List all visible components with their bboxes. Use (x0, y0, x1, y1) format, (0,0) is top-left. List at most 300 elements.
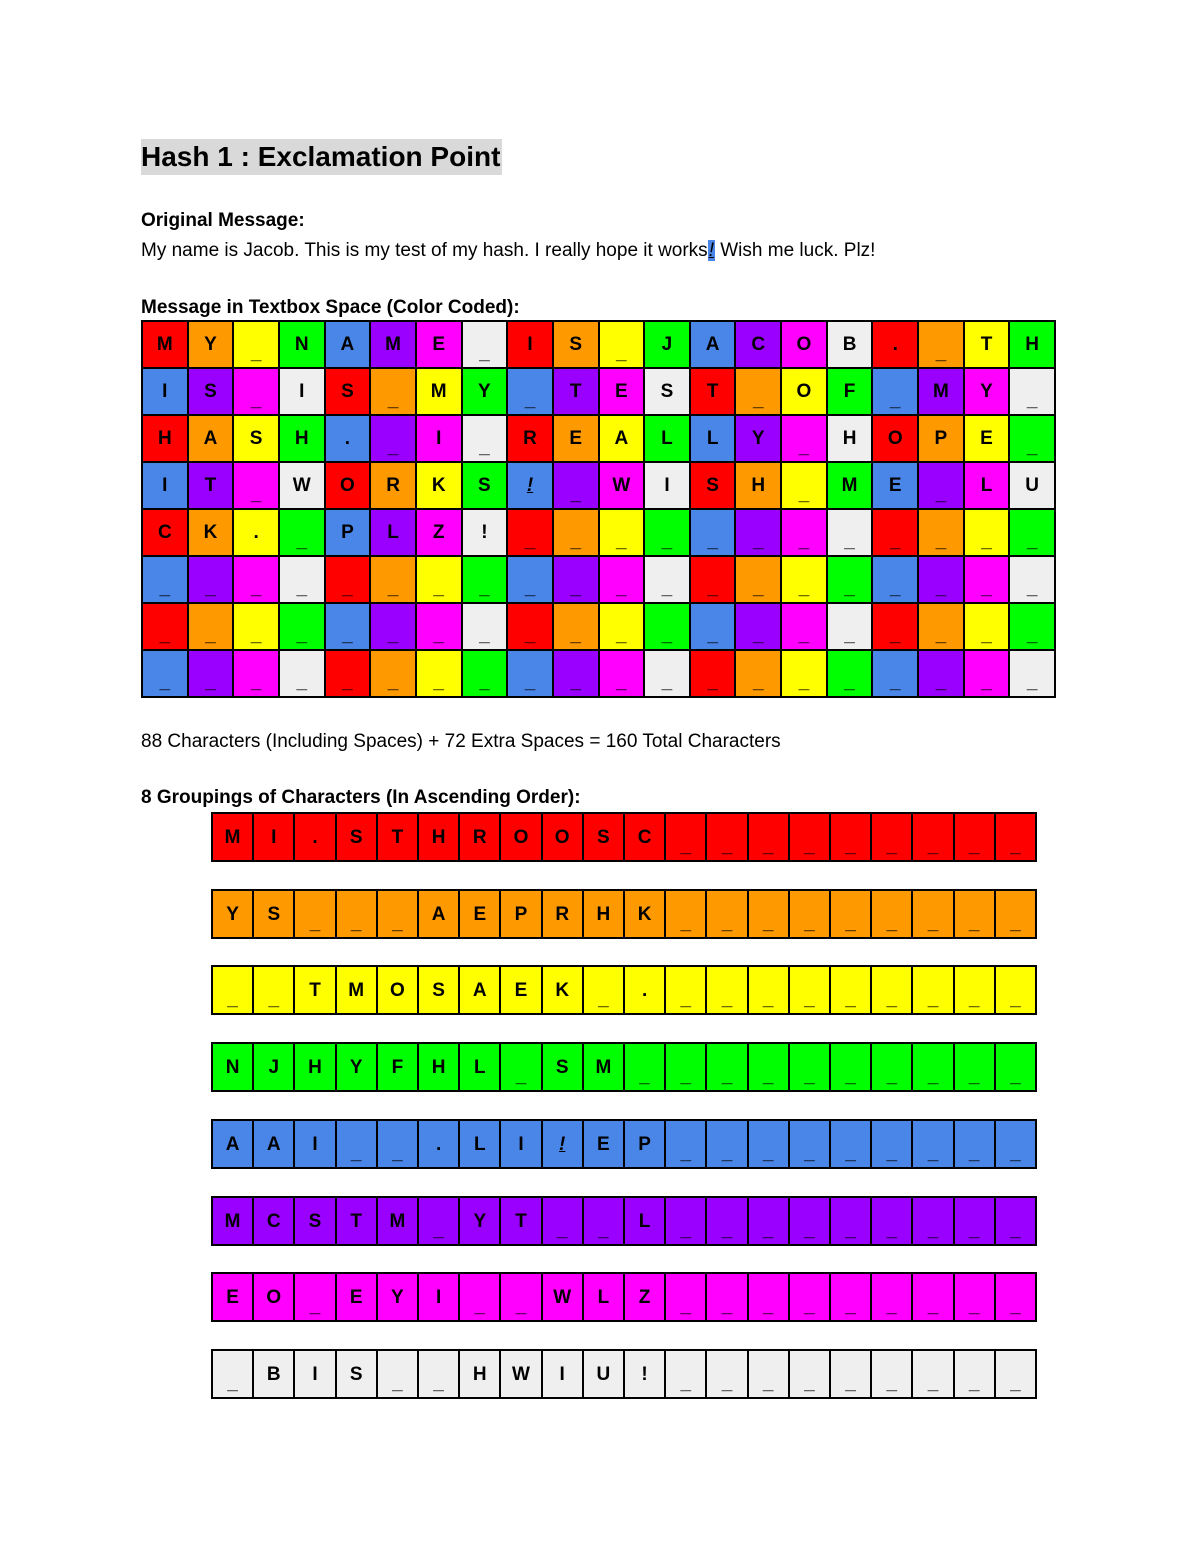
group-cell: _ (295, 891, 334, 937)
grid-cell: _ (782, 557, 826, 602)
group-cell: I (501, 1121, 540, 1167)
group-cell: _ (790, 891, 829, 937)
grid-cell: _ (234, 604, 278, 649)
group-cell: T (501, 1198, 540, 1244)
grid-cell: _ (645, 557, 689, 602)
group-cell: _ (707, 1198, 746, 1244)
group-cell: _ (913, 1274, 952, 1320)
group-cell: L (460, 1044, 499, 1090)
grid-cell: _ (965, 651, 1009, 696)
grid-cell: _ (280, 651, 324, 696)
group-cell: _ (831, 814, 870, 860)
group-cell: _ (378, 1121, 417, 1167)
grid-cell: _ (280, 604, 324, 649)
grid-cell: _ (371, 604, 415, 649)
group-cell: M (213, 1198, 252, 1244)
group-cell: _ (913, 1121, 952, 1167)
grid-cell: I (280, 369, 324, 414)
group-cell: N (213, 1044, 252, 1090)
group-cell: _ (295, 1274, 334, 1320)
grid-cell: _ (873, 510, 917, 555)
group-cell: H (295, 1044, 334, 1090)
group-cell: _ (790, 1044, 829, 1090)
grid-cell: _ (1010, 557, 1054, 602)
group-cell: _ (872, 1274, 911, 1320)
grid-cell: _ (600, 510, 644, 555)
grid-cell: J (645, 322, 689, 367)
group-cell: _ (749, 1044, 788, 1090)
message-after: Wish me luck. Plz! (714, 240, 876, 261)
grid-cell: _ (736, 369, 780, 414)
grid-cell: H (736, 463, 780, 508)
group-cell: _ (790, 1198, 829, 1244)
group-cell: E (584, 1121, 623, 1167)
group-cell: W (501, 1351, 540, 1397)
grid-cell: _ (600, 651, 644, 696)
grid-cell: _ (873, 651, 917, 696)
grid-cell: _ (782, 416, 826, 461)
grid-cell: M (143, 322, 187, 367)
grid-cell: S (326, 369, 370, 414)
group-cell: . (625, 967, 664, 1013)
grid-cell: _ (280, 510, 324, 555)
grid-cell: F (828, 369, 872, 414)
grid-cell: O (873, 416, 917, 461)
grid-cell: R (508, 416, 552, 461)
grid-cell: _ (189, 651, 233, 696)
grid-cell: _ (234, 557, 278, 602)
grid-cell: A (326, 322, 370, 367)
group-cell: O (543, 814, 582, 860)
group-cell: _ (666, 1351, 705, 1397)
group-cell: _ (831, 967, 870, 1013)
group-cell: _ (996, 891, 1035, 937)
group-cell: R (460, 814, 499, 860)
group-cell: R (543, 891, 582, 937)
grid-cell: _ (508, 510, 552, 555)
grid-cell: _ (873, 557, 917, 602)
grid-cell: _ (919, 651, 963, 696)
grid-cell: _ (280, 557, 324, 602)
group-cell: P (625, 1121, 664, 1167)
group-cell: _ (996, 1198, 1035, 1244)
group-cell: S (295, 1198, 334, 1244)
grid-cell: Y (463, 369, 507, 414)
group-cell: _ (666, 891, 705, 937)
grid-cell: _ (828, 510, 872, 555)
group-cell: _ (337, 891, 376, 937)
group-cell: _ (790, 1274, 829, 1320)
group-cell: _ (584, 967, 623, 1013)
group-cell: H (460, 1351, 499, 1397)
group-cell: _ (666, 1198, 705, 1244)
grid-cell: _ (554, 604, 598, 649)
grid-cell: _ (828, 604, 872, 649)
group-row-green (211, 1042, 1037, 1092)
grid-cell: S (234, 416, 278, 461)
grid-cell: _ (554, 651, 598, 696)
group-cell: _ (625, 1044, 664, 1090)
group-cell: _ (872, 1351, 911, 1397)
grid-cell: _ (782, 651, 826, 696)
grid-cell: _ (645, 651, 689, 696)
grid-cell: E (965, 416, 1009, 461)
grid-cell: P (919, 416, 963, 461)
group-cell: I (295, 1351, 334, 1397)
group-cell: _ (378, 1351, 417, 1397)
group-cell: Y (378, 1274, 417, 1320)
grid-cell: S (554, 322, 598, 367)
grid-cell: _ (417, 604, 461, 649)
grid-cell: H (1010, 322, 1054, 367)
group-cell: _ (501, 1274, 540, 1320)
grid-cell: _ (234, 651, 278, 696)
grid-cell: S (189, 369, 233, 414)
grid-cell: R (371, 463, 415, 508)
grid-cell: T (965, 322, 1009, 367)
group-cell: B (254, 1351, 293, 1397)
group-cell: K (625, 891, 664, 937)
group-cell: _ (996, 1044, 1035, 1090)
grid-cell: S (691, 463, 735, 508)
grid-cell: _ (189, 557, 233, 602)
group-cell: _ (831, 1351, 870, 1397)
group-cell: T (295, 967, 334, 1013)
group-cell: T (337, 1198, 376, 1244)
grid-cell: _ (828, 557, 872, 602)
group-cell: _ (378, 891, 417, 937)
grid-cell: I (143, 463, 187, 508)
group-cell: S (419, 967, 458, 1013)
group-cell: . (419, 1121, 458, 1167)
group-cell: _ (955, 1198, 994, 1244)
grid-cell: _ (919, 322, 963, 367)
grid-cell: _ (234, 463, 278, 508)
grid-cell: _ (234, 322, 278, 367)
group-cell: E (460, 891, 499, 937)
grid-cell: _ (143, 557, 187, 602)
grid-cell: . (326, 416, 370, 461)
group-cell: _ (749, 967, 788, 1013)
grid-cell: _ (782, 510, 826, 555)
group-cell: _ (707, 967, 746, 1013)
grid-cell: _ (965, 510, 1009, 555)
grid-cell: M (371, 322, 415, 367)
group-cell: H (419, 814, 458, 860)
grid-cell: L (691, 416, 735, 461)
group-cell: E (501, 967, 540, 1013)
grid-cell: L (371, 510, 415, 555)
grid-cell: _ (1010, 604, 1054, 649)
group-cell: _ (707, 814, 746, 860)
grid-cell: _ (371, 369, 415, 414)
grid-cell: _ (736, 510, 780, 555)
grid-cell: H (828, 416, 872, 461)
group-row-red (211, 812, 1037, 862)
grid-cell: P (326, 510, 370, 555)
grid-cell: _ (691, 510, 735, 555)
group-cell: F (378, 1044, 417, 1090)
grid-cell: W (280, 463, 324, 508)
group-row-white (211, 1349, 1037, 1399)
group-cell: _ (831, 891, 870, 937)
grid-cell: _ (508, 557, 552, 602)
group-cell: M (378, 1198, 417, 1244)
grid-cell: O (326, 463, 370, 508)
grid-cell: _ (965, 557, 1009, 602)
group-cell: _ (419, 1351, 458, 1397)
grid-cell: _ (463, 416, 507, 461)
grid-cell: O (782, 369, 826, 414)
original-message-label: Original Message: (141, 210, 305, 231)
grid-cell: _ (508, 651, 552, 696)
grid-cell: _ (508, 604, 552, 649)
grid-cell: Y (965, 369, 1009, 414)
group-cell: W (543, 1274, 582, 1320)
group-cell: Y (460, 1198, 499, 1244)
group-cell: _ (955, 814, 994, 860)
group-cell: _ (666, 1121, 705, 1167)
grid-cell: _ (554, 510, 598, 555)
group-cell: _ (460, 1274, 499, 1320)
group-cell: _ (749, 1198, 788, 1244)
group-cell: _ (666, 814, 705, 860)
grid-cell: _ (234, 369, 278, 414)
grid-cell: ! (463, 510, 507, 555)
group-cell: _ (584, 1198, 623, 1244)
grid-cell: _ (417, 557, 461, 602)
group-cell: U (584, 1351, 623, 1397)
grid-cell: _ (645, 604, 689, 649)
textbox-label: Message in Textbox Space (Color Coded): (141, 297, 520, 318)
grid-cell: W (600, 463, 644, 508)
grid-cell: I (508, 322, 552, 367)
grid-cell: _ (1010, 369, 1054, 414)
grid-cell: _ (736, 604, 780, 649)
grid-cell: _ (736, 651, 780, 696)
group-cell: _ (831, 1121, 870, 1167)
grid-cell: K (189, 510, 233, 555)
character-count: 88 Characters (Including Spaces) + 72 Extra Spaces = 160 Total Characters (141, 731, 781, 752)
group-cell: M (213, 814, 252, 860)
grid-cell: _ (965, 604, 1009, 649)
grid-cell: T (691, 369, 735, 414)
group-cell: A (460, 967, 499, 1013)
group-cell: _ (790, 967, 829, 1013)
grid-cell: _ (691, 604, 735, 649)
group-cell: S (254, 891, 293, 937)
group-cell: _ (790, 1121, 829, 1167)
group-cell: E (337, 1274, 376, 1320)
group-cell: O (501, 814, 540, 860)
group-cell: _ (666, 1044, 705, 1090)
grid-cell: _ (371, 651, 415, 696)
group-cell: _ (872, 814, 911, 860)
group-cell: _ (872, 1198, 911, 1244)
group-cell: _ (749, 1274, 788, 1320)
grid-cell: O (782, 322, 826, 367)
grid-cell: B (828, 322, 872, 367)
grid-cell: _ (600, 557, 644, 602)
grid-cell: _ (189, 604, 233, 649)
group-row-blue (211, 1119, 1037, 1169)
grid-cell: _ (600, 322, 644, 367)
grid-cell: K (417, 463, 461, 508)
group-cell: _ (707, 1351, 746, 1397)
grid-cell: _ (782, 463, 826, 508)
group-cell: _ (419, 1198, 458, 1244)
group-cell: I (419, 1274, 458, 1320)
group-cell: C (625, 814, 664, 860)
grid-cell: A (600, 416, 644, 461)
group-cell: L (460, 1121, 499, 1167)
grid-cell: _ (645, 510, 689, 555)
group-cell: H (584, 891, 623, 937)
group-cell: P (501, 891, 540, 937)
grid-cell: H (280, 416, 324, 461)
group-cell: _ (749, 1121, 788, 1167)
group-cell: _ (501, 1044, 540, 1090)
grid-cell: I (143, 369, 187, 414)
group-cell: _ (790, 814, 829, 860)
group-cell: _ (996, 1121, 1035, 1167)
grid-cell: C (736, 322, 780, 367)
grid-cell: S (645, 369, 689, 414)
group-cell: Y (213, 891, 252, 937)
group-cell: _ (872, 1044, 911, 1090)
group-cell: I (254, 814, 293, 860)
grid-cell: M (919, 369, 963, 414)
grid-cell: _ (463, 604, 507, 649)
group-cell: ! (625, 1351, 664, 1397)
group-row-orange (211, 889, 1037, 939)
grid-cell: M (828, 463, 872, 508)
group-cell: _ (872, 891, 911, 937)
group-cell: _ (707, 891, 746, 937)
group-cell: _ (996, 967, 1035, 1013)
grid-cell: _ (554, 463, 598, 508)
grid-cell: _ (782, 604, 826, 649)
group-cell: _ (254, 967, 293, 1013)
grid-cell: _ (873, 369, 917, 414)
group-cell: L (625, 1198, 664, 1244)
grid-cell: _ (508, 369, 552, 414)
highlighted-exclamation: ! (708, 240, 714, 261)
group-cell: C (254, 1198, 293, 1244)
group-cell: _ (831, 1044, 870, 1090)
group-cell: _ (996, 1274, 1035, 1320)
group-cell: A (213, 1121, 252, 1167)
group-cell: _ (831, 1274, 870, 1320)
group-cell: S (337, 814, 376, 860)
group-cell: _ (913, 967, 952, 1013)
grid-cell: ! (508, 463, 552, 508)
group-cell: L (584, 1274, 623, 1320)
grid-cell: _ (143, 651, 187, 696)
group-cell: _ (707, 1121, 746, 1167)
group-row-magenta (211, 1272, 1037, 1322)
group-cell: _ (543, 1198, 582, 1244)
grid-cell: E (873, 463, 917, 508)
group-cell: J (254, 1044, 293, 1090)
group-cell: M (584, 1044, 623, 1090)
group-cell: _ (213, 1351, 252, 1397)
grid-cell: . (873, 322, 917, 367)
grid-cell: E (600, 369, 644, 414)
group-cell: _ (666, 1274, 705, 1320)
grid-cell: U (1010, 463, 1054, 508)
group-cell: _ (913, 891, 952, 937)
group-cell: _ (831, 1198, 870, 1244)
grid-cell: N (280, 322, 324, 367)
grid-cell: _ (326, 557, 370, 602)
grid-cell: L (965, 463, 1009, 508)
group-cell: S (543, 1044, 582, 1090)
grid-cell: _ (919, 510, 963, 555)
group-cell: A (254, 1121, 293, 1167)
groupings-label: 8 Groupings of Characters (In Ascending Order): (141, 787, 581, 808)
grid-cell: _ (371, 416, 415, 461)
group-cell: _ (996, 814, 1035, 860)
group-cell: S (337, 1351, 376, 1397)
group-cell: _ (955, 1044, 994, 1090)
grid-cell: _ (1010, 510, 1054, 555)
grid-cell: _ (1010, 651, 1054, 696)
group-cell: K (543, 967, 582, 1013)
grid-cell: Z (417, 510, 461, 555)
grid-cell: _ (463, 322, 507, 367)
grid-cell: E (554, 416, 598, 461)
group-cell: I (543, 1351, 582, 1397)
group-cell: S (584, 814, 623, 860)
grid-cell: A (189, 416, 233, 461)
grid-cell: _ (873, 604, 917, 649)
group-cell: O (254, 1274, 293, 1320)
group-row-purple (211, 1196, 1037, 1246)
group-cell: _ (955, 967, 994, 1013)
grid-cell: _ (326, 604, 370, 649)
grid-cell: _ (691, 557, 735, 602)
grid-cell: _ (919, 463, 963, 508)
group-cell: I (295, 1121, 334, 1167)
group-cell: _ (337, 1121, 376, 1167)
group-cell: _ (913, 814, 952, 860)
original-message-text (141, 240, 875, 262)
group-cell: _ (955, 1274, 994, 1320)
group-cell: Z (625, 1274, 664, 1320)
grid-cell: _ (828, 651, 872, 696)
group-cell: A (419, 891, 458, 937)
group-cell: E (213, 1274, 252, 1320)
group-cell: _ (790, 1351, 829, 1397)
grid-cell: H (143, 416, 187, 461)
color-coded-grid (141, 320, 1056, 698)
grid-cell: C (143, 510, 187, 555)
group-cell: _ (955, 891, 994, 937)
group-cell: _ (913, 1044, 952, 1090)
group-cell: . (295, 814, 334, 860)
grid-cell: M (417, 369, 461, 414)
grid-cell: I (417, 416, 461, 461)
grid-cell: _ (371, 557, 415, 602)
grid-cell: _ (919, 604, 963, 649)
grid-cell: Y (736, 416, 780, 461)
grid-cell: _ (1010, 416, 1054, 461)
grid-cell: _ (417, 651, 461, 696)
grid-cell: _ (919, 557, 963, 602)
grid-cell: _ (143, 604, 187, 649)
grid-cell: T (189, 463, 233, 508)
